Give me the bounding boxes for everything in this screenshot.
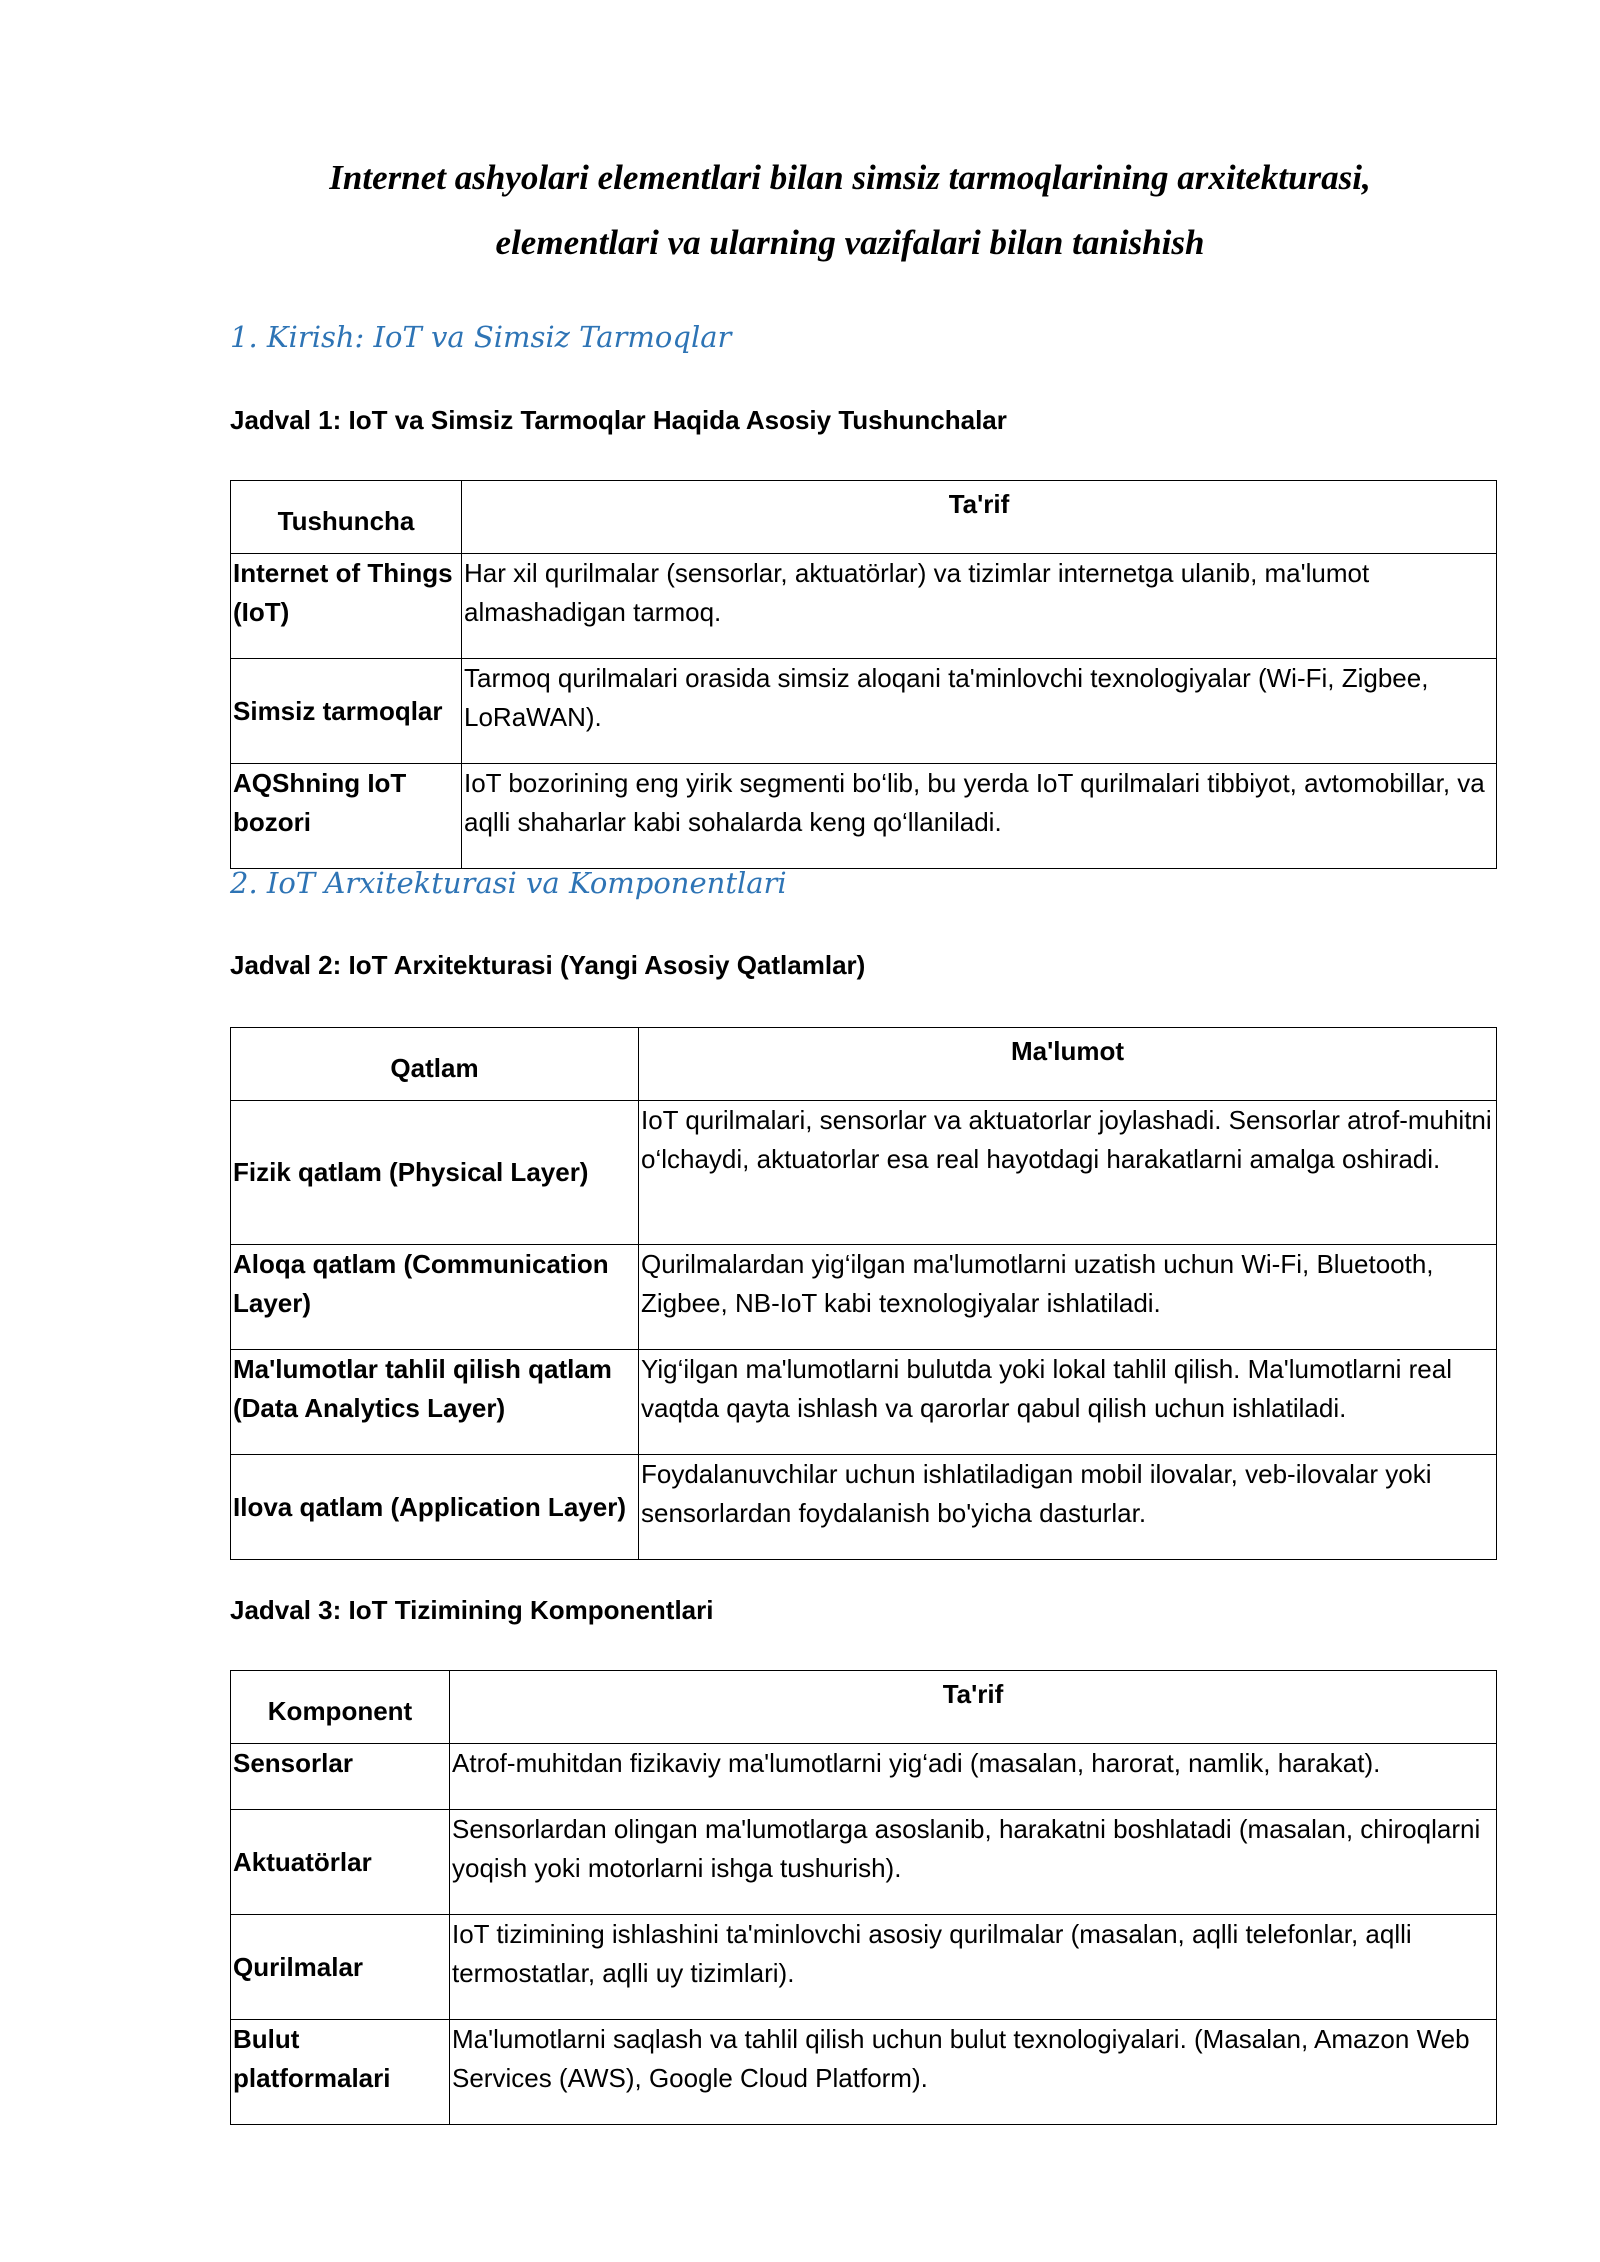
table-2-caption: Jadval 2: IoT Arxitekturasi (Yangi Asosiy Qatlamlar) (230, 950, 866, 980)
table-3-row-3-definition: IoT tizimining ishlashini ta'minlovchi asosiy qurilmalar (masalan, aqlli telefonlar, aqlli termostatlar, aqlli uy tizimlari). (450, 1915, 1497, 2020)
table-1-caption: Jadval 1: IoT va Simsiz Tarmoqlar Haqida Asosiy Tushunchalar (230, 405, 1007, 435)
table-3-row-3-component: Qurilmalar (231, 1915, 450, 2020)
table-1-row-3-definition: IoT bozorining eng yirik segmenti bo‘lib, bu yerda IoT qurilmalari tibbiyot, avtomobillar, va aqlli shaharlar kabi sohalarda keng qo‘llaniladi. (462, 764, 1497, 869)
table-3-caption: Jadval 3: IoT Tizimining Komponentlari (230, 1595, 714, 1625)
table-row (231, 659, 1497, 764)
table-3-header-component: Komponent (231, 1671, 450, 1744)
table-3-row-4-component: Bulut platformalari (231, 2020, 450, 2125)
table-3-header-row (231, 1671, 1497, 1744)
table-1-header-row (231, 481, 1497, 554)
table-2-row-4-info: Foydalanuvchilar uchun ishlatiladigan mobil ilovalar, veb-ilovalar yoki sensorlardan foydalanish bo'yicha dasturlar. (639, 1455, 1497, 1560)
table-1-row-1-definition: Har xil qurilmalar (sensorlar, aktuatörlar) va tizimlar internetga ulanib, ma'lumot almashadigan tarmoq. (462, 554, 1497, 659)
table-row (231, 554, 1497, 659)
table-row (231, 1915, 1497, 2020)
table-2-header-row (231, 1028, 1497, 1101)
table-2-architecture (230, 1027, 1497, 1560)
document-title-line-2: elementlari va ularning vazifalari bilan tanishish (495, 223, 1205, 262)
table-1-row-3-term: AQShning IoT bozori (231, 764, 462, 869)
table-2-row-3-info: Yig‘ilgan ma'lumotlarni bulutda yoki lokal tahlil qilish. Ma'lumotlarni real vaqtda qayta ishlash va qarorlar qabul qilish uchun ishlatiladi. (639, 1350, 1497, 1455)
section-2-heading: 2. IoT Arxitekturasi va Komponentlari (230, 866, 787, 900)
table-1-concepts (230, 480, 1497, 869)
table-row (231, 1101, 1497, 1245)
table-1-row-2-definition: Tarmoq qurilmalari orasida simsiz aloqani ta'minlovchi texnologiyalar (Wi-Fi, Zigbee, LoRaWAN). (462, 659, 1497, 764)
document-title (200, 145, 1500, 275)
table-row (231, 1744, 1497, 1810)
table-1-header-definition: Ta'rif (462, 481, 1497, 554)
table-row (231, 1350, 1497, 1455)
table-row (231, 1810, 1497, 1915)
table-row (231, 1455, 1497, 1560)
table-row (231, 764, 1497, 869)
table-2-header-layer: Qatlam (231, 1028, 639, 1101)
table-3-row-1-component: Sensorlar (231, 1744, 450, 1810)
table-1-header-concept: Tushuncha (231, 481, 462, 554)
table-1-row-1-term: Internet of Things (IoT) (231, 554, 462, 659)
table-2-header-info: Ma'lumot (639, 1028, 1497, 1101)
table-3-row-2-component: Aktuatörlar (231, 1810, 450, 1915)
table-2-row-1-layer: Fizik qatlam (Physical Layer) (231, 1101, 639, 1245)
table-3-header-definition: Ta'rif (450, 1671, 1497, 1744)
section-1-heading: 1. Kirish: IoT va Simsiz Tarmoqlar (230, 320, 732, 354)
table-3-row-4-definition: Ma'lumotlarni saqlash va tahlil qilish uchun bulut texnologiyalari. (Masalan, Amazon Web Services (AWS), Google Cloud Platform). (450, 2020, 1497, 2125)
table-2-row-1-info: IoT qurilmalari, sensorlar va aktuatorlar joylashadi. Sensorlar atrof-muhitni o‘lchaydi, aktuatorlar esa real hayotdagi harakatlarni amalga oshiradi. (639, 1101, 1497, 1245)
table-3-row-1-definition: Atrof-muhitdan fizikaviy ma'lumotlarni yig‘adi (masalan, harorat, namlik, harakat). (450, 1744, 1497, 1810)
table-2-row-2-layer: Aloqa qatlam (Communication Layer) (231, 1245, 639, 1350)
table-2-row-3-layer: Ma'lumotlar tahlil qilish qatlam (Data Analytics Layer) (231, 1350, 639, 1455)
table-row (231, 2020, 1497, 2125)
document-title-line-1: Internet ashyolari elementlari bilan simsiz tarmoqlarining arxitekturasi, (329, 158, 1371, 197)
table-row (231, 1245, 1497, 1350)
table-2-row-2-info: Qurilmalardan yig‘ilgan ma'lumotlarni uzatish uchun Wi-Fi, Bluetooth, Zigbee, NB-IoT kabi texnologiyalar ishlatiladi. (639, 1245, 1497, 1350)
table-3-components (230, 1670, 1497, 2125)
table-3-row-2-definition: Sensorlardan olingan ma'lumotlarga asoslanib, harakatni boshlatadi (masalan, chiroqlarni yoqish yoki motorlarni ishga tushurish). (450, 1810, 1497, 1915)
table-1-row-2-term: Simsiz tarmoqlar (231, 659, 462, 764)
table-2-row-4-layer: Ilova qatlam (Application Layer) (231, 1455, 639, 1560)
